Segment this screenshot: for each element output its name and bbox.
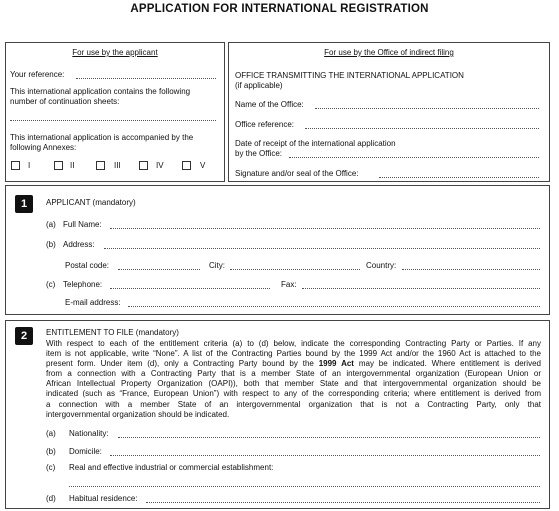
- domicile-label: Domicile:: [69, 447, 102, 456]
- office-reference-label: Office reference:: [235, 120, 294, 129]
- instruction-line-3-end: may be indicated. Where entitlement is derived: [353, 359, 541, 369]
- annex-v-label: V: [200, 161, 206, 170]
- annex-iii-checkbox[interactable]: [96, 161, 105, 170]
- nationality-label: Nationality:: [69, 429, 109, 438]
- receipt-date-label-2: by the Office:: [235, 149, 282, 158]
- applicant-box-heading: For use by the applicant: [72, 48, 158, 57]
- item-a-marker: (a): [46, 429, 56, 438]
- form-title: APPLICATION FOR INTERNATIONAL REGISTRATION: [130, 3, 429, 15]
- office-name-field[interactable]: [315, 108, 539, 109]
- establishment-label: Real and effective industrial or commercial establishment:: [69, 463, 274, 472]
- item-c-marker: (c): [46, 280, 56, 289]
- receipt-date-field[interactable]: [289, 157, 539, 158]
- instruction-line-2: item is not applicable, write “None”. A list of the Contracting Parties bound by the 1999 Act and/or the 1960 Act is attached to the: [46, 349, 541, 359]
- annexes-text-2: following Annexes:: [10, 143, 77, 152]
- office-use-box: [228, 42, 550, 182]
- postal-code-field[interactable]: [118, 269, 200, 270]
- entitlement-heading: ENTITLEMENT TO FILE (mandatory): [46, 328, 179, 337]
- section-number-2: 2: [15, 327, 33, 345]
- instruction-line-7: a connection with a member State of an intergovernmental organization that is not a Contracting Party, only that: [46, 399, 541, 409]
- item-b-marker: (b): [46, 240, 56, 249]
- instruction-line-8: intergovernmental organization should be indicated.: [46, 409, 230, 419]
- annexes-text-1: This international application is accompanied by the: [10, 133, 194, 142]
- annex-iii-label: III: [114, 161, 121, 170]
- office-reference-field[interactable]: [305, 128, 539, 129]
- if-applicable-note: (if applicable): [235, 81, 283, 90]
- receipt-date-label-1: Date of receipt of the international application: [235, 139, 396, 148]
- email-field[interactable]: [128, 306, 540, 307]
- address-field[interactable]: [104, 248, 540, 249]
- annex-i-checkbox[interactable]: [11, 161, 20, 170]
- signature-field[interactable]: [379, 177, 539, 178]
- instruction-line-3: [46, 359, 541, 369]
- signature-label: Signature and/or seal of the Office:: [235, 169, 359, 178]
- transmitting-office-heading: OFFICE TRANSMITTING THE INTERNATIONAL APPLICATION: [235, 71, 464, 80]
- postal-code-label: Postal code:: [65, 261, 110, 270]
- instruction-line-5: African Intellectual Property Organization (OAPI)), both that member State and that intergovernmental organization should be: [46, 379, 541, 389]
- annex-ii-checkbox[interactable]: [54, 161, 63, 170]
- habitual-residence-field[interactable]: [146, 502, 540, 503]
- applicant-section: [5, 185, 550, 315]
- fax-label: Fax:: [281, 280, 297, 289]
- entitlement-section: [5, 320, 550, 509]
- annex-iv-label: IV: [156, 161, 164, 170]
- annex-iv-checkbox[interactable]: [139, 161, 148, 170]
- email-label: E-mail address:: [65, 298, 121, 307]
- annex-ii-label: II: [70, 161, 75, 170]
- continuation-sheets-field[interactable]: [10, 120, 216, 121]
- annex-v-checkbox[interactable]: [182, 161, 191, 170]
- entitlement-instructions: [46, 339, 541, 420]
- telephone-field[interactable]: [110, 288, 270, 289]
- full-name-field[interactable]: [110, 228, 540, 229]
- country-label: Country:: [366, 261, 397, 270]
- section-number-1: 1: [15, 195, 33, 213]
- city-label: City:: [209, 261, 225, 270]
- city-field[interactable]: [230, 269, 360, 270]
- fax-field[interactable]: [302, 288, 540, 289]
- applicant-heading: APPLICANT (mandatory): [46, 198, 136, 207]
- continuation-sheets-text-1: This international application contains the following: [10, 87, 191, 96]
- domicile-field[interactable]: [110, 455, 540, 456]
- nationality-field[interactable]: [118, 437, 540, 438]
- telephone-label: Telephone:: [63, 280, 103, 289]
- item-d-marker: (d): [46, 494, 56, 503]
- item-a-marker: (a): [46, 220, 56, 229]
- office-name-label: Name of the Office:: [235, 100, 304, 109]
- annex-i-label: I: [28, 161, 31, 170]
- instruction-1999-act: 1999 Act: [318, 359, 354, 369]
- habitual-residence-label: Habitual residence:: [69, 494, 138, 503]
- establishment-field[interactable]: [69, 486, 540, 487]
- instruction-line-1: With respect to each of the entitlement criteria (a) to (d) below, indicate the corresponding Contracting Party or Parties. If any: [46, 339, 541, 348]
- your-reference-field[interactable]: [76, 78, 216, 79]
- item-c-marker: (c): [46, 463, 56, 472]
- address-label: Address:: [63, 240, 95, 249]
- your-reference-label: Your reference:: [10, 70, 65, 79]
- instruction-line-4: from a connection with a Contracting Party that is a member State of an intergovernmental organization (European Union or: [46, 369, 541, 379]
- full-name-label: Full Name:: [63, 220, 102, 229]
- office-box-heading: For use by the Office of indirect filing: [324, 48, 454, 57]
- applicant-use-box: [5, 42, 225, 182]
- country-field[interactable]: [402, 269, 540, 270]
- continuation-sheets-text-2: number of continuation sheets:: [10, 97, 120, 106]
- item-b-marker: (b): [46, 447, 56, 456]
- instruction-line-3-start: present form. Under item (d), only a Contracting Party bound by the: [46, 359, 319, 369]
- instruction-line-6: indicated (such as “France, European Union”) with respect to any of the corresponding criteria; where entitlement is derived from: [46, 389, 541, 399]
